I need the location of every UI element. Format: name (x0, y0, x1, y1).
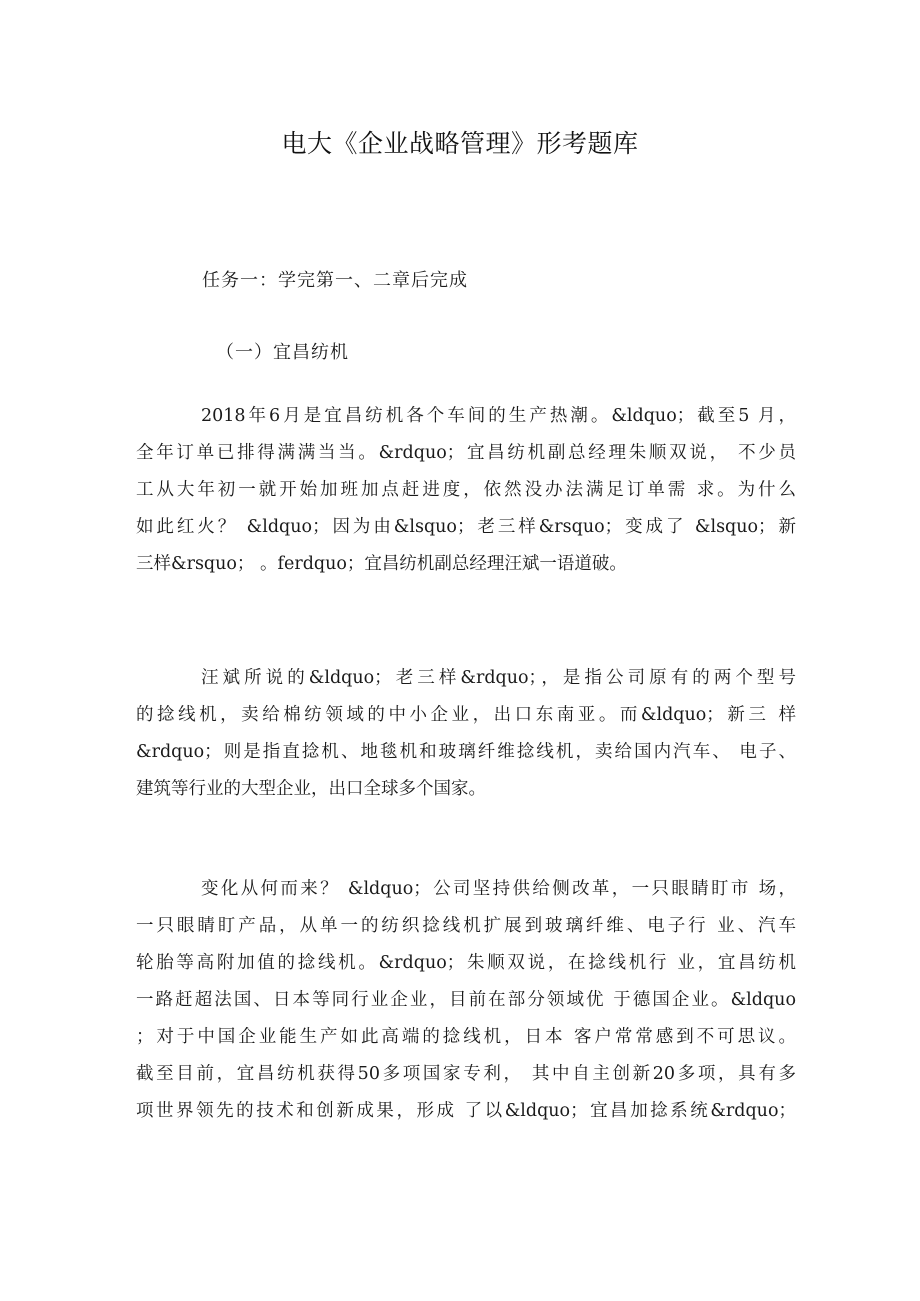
paragraph-line: 一只眼睛盯产品，从单一的纺织捻线机扩展到玻璃纤维、电子行 业、汽车 (136, 916, 796, 936)
task-heading: 任务一：学完第一、二章后完成 (202, 270, 468, 291)
paragraph-1 (136, 398, 796, 583)
paragraph-line: 变化从何而来？ &ldquo；公司坚持供给侧改革，一只眼睛盯市 场， (201, 879, 796, 899)
paragraph-line: 工从大年初一就开始加班加点赶进度，依然没办法满足订单需 求。为什么 (136, 480, 796, 500)
paragraph-line: 的捻线机，卖给棉纺领域的中小企业，出口东南亚。而&ldquo；新三 样 (136, 705, 796, 725)
paragraph-line: 2018年6月是宜昌纺机各个车间的生产热潮。&ldquo；截至5 月， (201, 406, 796, 426)
paragraph-line: 一路赶超法国、日本等同行业企业，目前在部分领域优 于德国企业。&ldquo (136, 990, 796, 1010)
paragraph-line: 汪斌所说的&ldquo；老三样&rdquo；，是指公司原有的两个型号 (201, 668, 796, 688)
paragraph-3 (136, 871, 796, 1130)
section-heading: （一）宜昌纺机 (216, 342, 349, 363)
paragraph-line: 项世界领先的技术和创新成果，形成 了以&ldquo；宜昌加捻系统&rdquo； (136, 1101, 796, 1121)
page-title: 电大《企业战略管理》形考题库 (281, 129, 639, 158)
paragraph-line: 三样&rsquo； 。ferdquo；宜昌纺机副总经理汪斌一语道破。 (136, 554, 627, 574)
paragraph-line: 全年订单已排得满满当当。&rdquo；宜昌纺机副总经理朱顺双说， 不少员 (136, 443, 796, 463)
paragraph-line: 如此红火？ &ldquo；因为由&lsquo；老三样&rsquo；变成了 &lsquo；新 (136, 517, 796, 537)
paragraph-2 (136, 660, 796, 808)
paragraph-line: ；对于中国企业能生产如此高端的捻线机，日本 客户常常感到不可思议。 (136, 1027, 796, 1047)
paragraph-line: &rdquo；则是指直捻机、地毯机和玻璃纤维捻线机，卖给国内汽车、 电子、 (136, 742, 796, 762)
paragraph-line: 截至目前，宜昌纺机获得50多项国家专利， 其中自主创新20多项，具有多 (136, 1064, 796, 1084)
paragraph-line: 建筑等行业的大型企业，出口全球多个国家。 (136, 779, 486, 799)
paragraph-line: 轮胎等高附加值的捻线机。&rdquo；朱顺双说，在捻线机行 业，宜昌纺机 (136, 953, 796, 973)
